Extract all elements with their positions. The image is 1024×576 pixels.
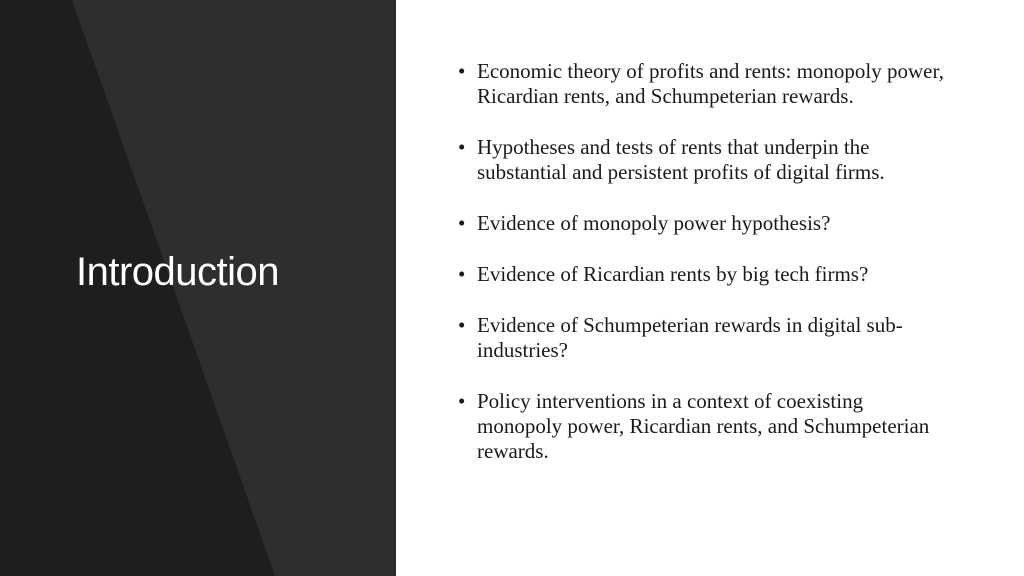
bullet-marker: • xyxy=(458,313,466,337)
bullet-item xyxy=(396,313,947,363)
bullet-item xyxy=(396,211,947,236)
slide-title: Introduction xyxy=(76,250,280,294)
bullet-text: Evidence of Schumpeterian rewards in digital sub-industries? xyxy=(477,313,903,362)
bullet-list xyxy=(396,59,947,490)
bullet-marker: • xyxy=(458,211,466,235)
bullet-item xyxy=(396,135,947,185)
bullet-item xyxy=(396,59,947,109)
bullet-text: Economic theory of profits and rents: monopoly power, Ricardian rents, and Schumpeterian rewards. xyxy=(477,59,944,108)
bullet-item xyxy=(396,262,947,287)
title-panel xyxy=(0,0,396,576)
bullet-text: Evidence of Ricardian rents by big tech firms? xyxy=(477,262,869,286)
bullet-item xyxy=(396,389,947,464)
bullet-marker: • xyxy=(458,389,466,413)
bullet-text: Hypotheses and tests of rents that underpin the substantial and persistent profits of digital firms. xyxy=(477,135,885,184)
bullet-text: Evidence of monopoly power hypothesis? xyxy=(477,211,831,235)
bullet-text: Policy interventions in a context of coexisting monopoly power, Ricardian rents, and Schumpeterian rewards. xyxy=(477,389,930,463)
bullet-marker: • xyxy=(458,135,466,159)
bullet-marker: • xyxy=(458,262,466,286)
content-panel xyxy=(396,0,1024,576)
bullet-marker: • xyxy=(458,59,466,83)
